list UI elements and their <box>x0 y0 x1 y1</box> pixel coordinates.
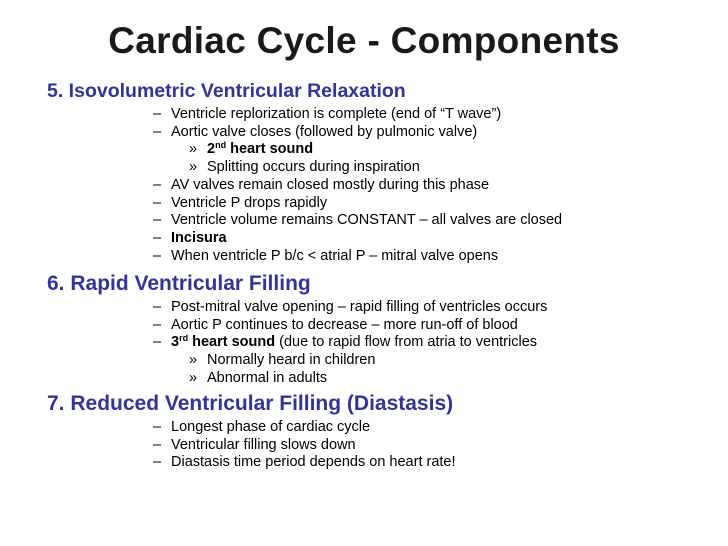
sub-list-item <box>189 352 547 370</box>
sub-list-item <box>189 159 562 177</box>
sub-list-item-text: Splitting occurs during inspiration <box>207 159 420 176</box>
list-item <box>153 106 562 124</box>
list-item-text: Ventricle P drops rapidly <box>171 194 328 211</box>
section-isovolumetric-relaxation <box>47 80 562 265</box>
dash-bullet-icon: – <box>153 194 162 211</box>
list-item-text: Aortic P continues to decrease – more run-off of blood <box>171 316 518 333</box>
list-item <box>153 195 562 213</box>
ordinal-suffix: nd <box>215 140 227 151</box>
dash-bullet-icon: – <box>153 106 162 122</box>
section-rapid-filling <box>47 272 547 388</box>
ordinal-number: 3 <box>171 334 180 351</box>
list-item-text: Post-mitral valve opening – rapid filling of ventricles occurs <box>171 299 548 315</box>
heart-sound-text: heart sound <box>226 141 314 158</box>
list-item-text: Aortic valve closes (followed by pulmonic valve) <box>171 123 478 140</box>
slide-title: Cardiac Cycle - Components <box>108 20 620 61</box>
sub-list-item-text: Abnormal in adults <box>207 369 328 386</box>
list-item <box>153 248 562 266</box>
heart-sound-text: heart sound <box>188 334 276 351</box>
list-item <box>153 230 562 248</box>
list-item <box>153 124 562 177</box>
list-item-text: (due to rapid flow from atria to ventricles <box>275 334 538 351</box>
dash-bullet-icon: – <box>153 176 162 193</box>
list-item <box>153 212 562 230</box>
dash-bullet-icon: – <box>153 454 162 471</box>
sub-bullet-list <box>171 352 547 387</box>
sub-list-item-text: Normally heard in children <box>207 352 376 369</box>
ordinal-number: 2 <box>207 141 216 158</box>
bullet-list <box>47 419 456 472</box>
dash-bullet-icon: – <box>153 436 162 453</box>
dash-bullet-icon: – <box>153 247 162 264</box>
list-item <box>153 299 547 317</box>
list-item-text: Incisura <box>171 229 227 246</box>
list-item <box>153 437 456 455</box>
chevron-bullet-icon: » <box>189 352 198 369</box>
dash-bullet-icon: – <box>153 123 162 140</box>
dash-bullet-icon: – <box>153 212 162 229</box>
chevron-bullet-icon: » <box>189 141 198 158</box>
bullet-list <box>47 106 562 265</box>
chevron-bullet-icon: » <box>189 159 198 176</box>
heart-sound-label <box>171 334 275 350</box>
sub-list-item <box>189 141 562 159</box>
list-item-text: Ventricle volume remains CONSTANT – all valves are closed <box>171 212 563 229</box>
section-heading: 5. Isovolumetric Ventricular Relaxation <box>47 80 406 102</box>
list-item-text: Ventricle replorization is complete (end of “T wave”) <box>171 106 502 122</box>
dash-bullet-icon: – <box>153 334 162 351</box>
list-item-text: Diastasis time period depends on heart rate! <box>171 454 456 471</box>
list-item <box>153 317 547 335</box>
list-item <box>153 177 562 195</box>
list-item-text: Longest phase of cardiac cycle <box>171 419 371 435</box>
list-item <box>153 334 547 387</box>
sub-bullet-list <box>171 141 562 176</box>
list-item-text: When ventricle P b/c < atrial P – mitral valve opens <box>171 247 499 264</box>
dash-bullet-icon: – <box>153 299 162 315</box>
section-heading: 6. Rapid Ventricular Filling <box>47 272 311 295</box>
ordinal-suffix: rd <box>179 333 189 344</box>
section-reduced-filling <box>47 392 456 472</box>
list-item-text: Ventricular filling slows down <box>171 436 356 453</box>
chevron-bullet-icon: » <box>189 369 198 386</box>
sub-list-item <box>189 370 547 388</box>
dash-bullet-icon: – <box>153 419 162 435</box>
dash-bullet-icon: – <box>153 316 162 333</box>
dash-bullet-icon: – <box>153 229 162 246</box>
heart-sound-label <box>207 141 313 157</box>
list-item-text: AV valves remain closed mostly during this phase <box>171 176 490 193</box>
bullet-list <box>47 299 547 388</box>
list-item <box>153 419 456 437</box>
list-item <box>153 454 456 472</box>
section-heading: 7. Reduced Ventricular Filling (Diastasis) <box>47 392 454 415</box>
